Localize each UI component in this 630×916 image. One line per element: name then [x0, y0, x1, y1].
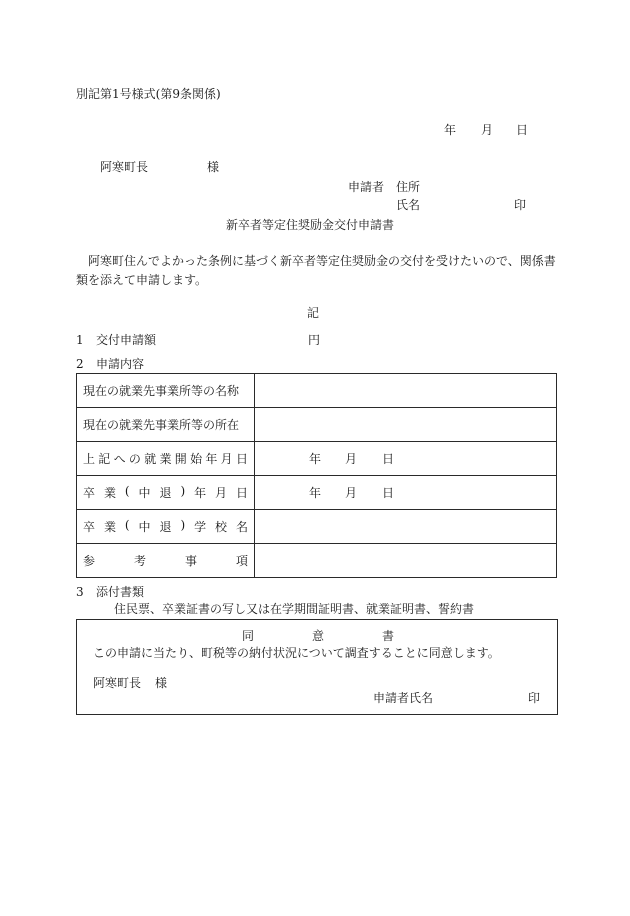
- section2-label: 申請内容: [96, 357, 145, 371]
- document-title: 新卒者等定住奨励金交付申請書: [226, 218, 395, 232]
- section3-label: 添付書類: [96, 585, 145, 599]
- remarks-value[interactable]: [255, 544, 557, 578]
- table-row: [77, 408, 557, 442]
- employer-location-value[interactable]: [255, 408, 557, 442]
- section1-label: 交付申請額: [96, 333, 157, 347]
- applicant-seal: 印: [514, 198, 527, 212]
- employer-name-value[interactable]: [255, 374, 557, 408]
- table-row: [77, 544, 557, 578]
- applicant-label: 申請者: [348, 180, 385, 194]
- table-row: [77, 374, 557, 408]
- employment-start-date-value[interactable]: [255, 442, 557, 476]
- remarks-label: 参 考 事 項: [77, 544, 255, 578]
- applicant-name-label: 氏名: [396, 198, 421, 212]
- school-name-value[interactable]: [255, 510, 557, 544]
- table-row: [77, 476, 557, 510]
- addressee-name: 阿寒町長: [100, 160, 149, 174]
- form-id: 別記第1号様式(第9条関係): [76, 87, 221, 101]
- school-name-label: 卒 業 ( 中 退 ) 学 校 名: [77, 510, 255, 544]
- date-month-label: 月: [345, 452, 358, 466]
- graduation-date-value[interactable]: [255, 476, 557, 510]
- date-month-label: 月: [481, 123, 494, 137]
- date-day-label: 日: [516, 123, 529, 137]
- consent-box: [76, 619, 558, 715]
- employer-location-label: 現在の就業先事業所等の所在: [77, 408, 255, 442]
- date-day-label: 日: [382, 486, 395, 500]
- application-content-table: [76, 373, 557, 578]
- consent-addressee: 阿寒町長: [93, 676, 142, 690]
- table-row: [77, 442, 557, 476]
- date-year-label: 年: [444, 123, 457, 137]
- date-month-label: 月: [345, 486, 358, 500]
- section1-number: 1: [76, 333, 84, 347]
- section3-number: 3: [76, 585, 84, 599]
- addressee-honorific: 様: [207, 160, 220, 174]
- date-year-label: 年: [309, 452, 322, 466]
- applicant-address-label: 住所: [396, 180, 421, 194]
- table-row: [77, 510, 557, 544]
- attachments-text: 住民票、卒業証書の写し又は在学期間証明書、就業証明書、誓約書: [114, 602, 475, 616]
- consent-title: 同 意 書: [242, 629, 394, 643]
- section2-number: 2: [76, 357, 84, 371]
- employer-name-label: 現在の就業先事業所等の名称: [77, 374, 255, 408]
- date-year-label: 年: [309, 486, 322, 500]
- consent-text: この申請に当たり、町税等の納付状況について調査することに同意します。: [93, 646, 500, 660]
- consent-seal: 印: [528, 691, 541, 705]
- consent-honorific: 様: [155, 676, 168, 690]
- date-day-label: 日: [382, 452, 395, 466]
- body-line-2: 類を添えて申請します。: [76, 273, 208, 287]
- graduation-date-label: 卒 業 ( 中 退 ) 年 月 日: [77, 476, 255, 510]
- consent-applicant-name-label: 申請者氏名: [373, 691, 434, 705]
- employment-start-date-label: 上 記 へ の 就 業 開 始 年 月 日: [77, 442, 255, 476]
- ki-heading: 記: [307, 306, 320, 320]
- section1-unit: 円: [308, 333, 321, 347]
- body-line-1: 阿寒町住んでよかった条例に基づく新卒者等定住奨励金の交付を受けたいので、関係書: [88, 254, 556, 268]
